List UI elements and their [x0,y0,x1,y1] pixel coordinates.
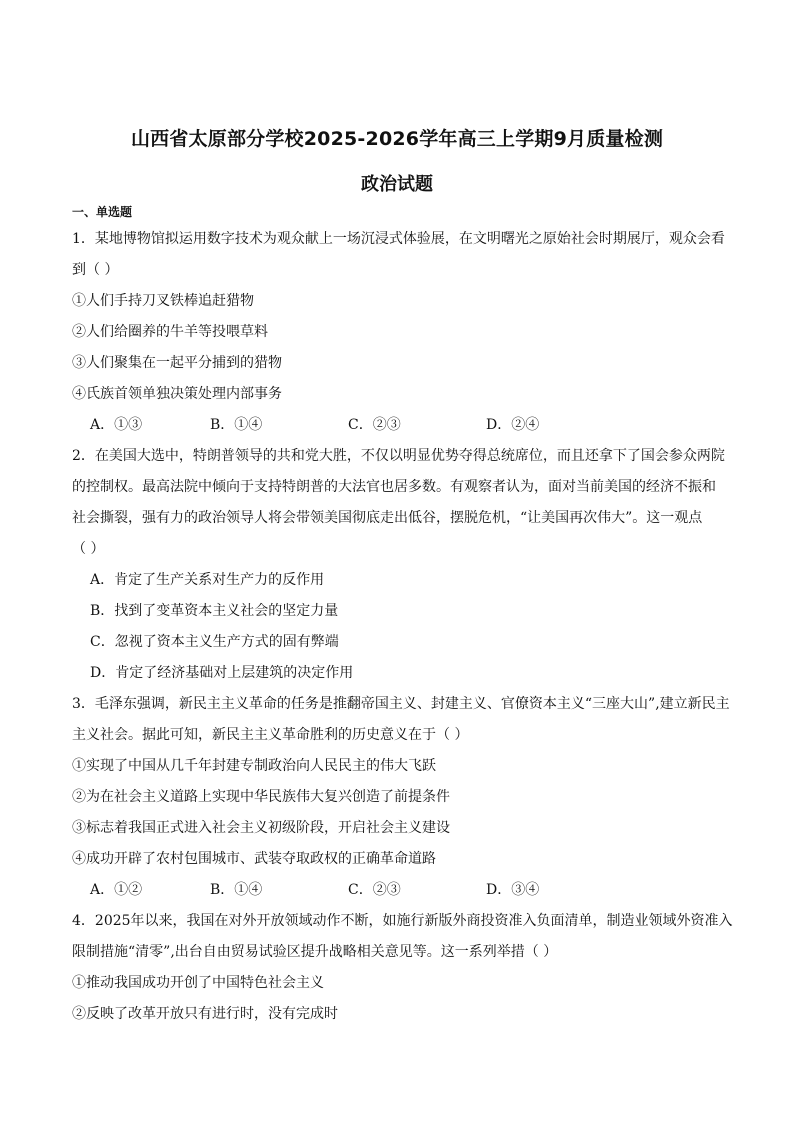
question-2-stem-line-4: （ ） [72,541,105,557]
question-3-item-2: ②为在社会主义道路上实现中华民族伟大复兴创造了前提条件 [72,789,450,805]
question-1-options [90,415,590,435]
question-2-option-b: B．找到了变革资本主义社会的坚定力量 [90,603,339,619]
question-3-options [90,880,590,900]
question-3-item-3: ③标志着我国正式进入社会主义初级阶段，开启社会主义建设 [72,820,450,836]
question-3-item-1: ①实现了中国从几千年封建专制政治向人民民主的伟大飞跃 [72,758,436,774]
question-1-stem-line-1: 1．某地博物馆拟运用数字技术为观众献上一场沉浸式体验展，在文明曙光之原始社会时期展厅，观众会看 [72,231,725,247]
question-1-option-c: C．②③ [348,417,401,433]
question-1-item-2: ②人们给圈养的牛羊等投喂草料 [72,324,268,340]
question-1-item-3: ③人们聚集在一起平分捕到的猎物 [72,355,282,371]
question-4-item-1: ①推动我国成功开创了中国特色社会主义 [72,975,324,991]
question-3-item-4: ④成功开辟了农村包围城市、武装夺取政权的正确革命道路 [72,851,436,867]
question-2-stem-line-3: 社会撕裂，强有力的政治领导人将会带领美国彻底走出低谷，摆脱危机，“让美国再次伟大”。这一观点 [72,510,703,526]
question-3-option-d: D．③④ [486,882,540,898]
question-2-stem-line-2: 的控制权。最高法院中倾向于支持特朗普的大法官也居多数。有观察者认为，面对当前美国的经济不振和 [72,479,716,495]
question-1-item-1: ①人们手持刀叉铁棒追赶猎物 [72,293,254,309]
question-3-stem-line-1: 3．毛泽东强调，新民主主义革命的任务是推翻帝国主义、封建主义、官僚资本主义“三座大山”,建立新民主 [72,696,730,712]
question-3-stem-line-2: 主义社会。据此可知，新民主主义革命胜利的历史意义在于（ ） [72,727,469,743]
question-2-option-a: A．肯定了生产关系对生产力的反作用 [90,572,325,588]
section-heading: 一、单选题 [72,205,133,219]
page-title: 山西省太原部分学校2025-2026学年高三上学期9月质量检测 [130,128,664,150]
question-1-option-b: B．①④ [210,417,263,433]
question-4-item-2: ②反映了改革开放只有进行时，没有完成时 [72,1006,338,1022]
question-3-option-c: C．②③ [348,882,401,898]
question-1-option-d: D．②④ [486,417,540,433]
question-2-stem-line-1: 2．在美国大选中，特朗普领导的共和党大胜，不仅以明显优势夺得总统席位，而且还拿下了国会参众两院 [72,448,725,464]
question-4-stem-line-1: 4．2025年以来，我国在对外开放领域动作不断，如施行新版外商投资准入负面清单，制造业领域外资准入 [72,913,733,929]
question-3-option-a: A．①② [90,882,143,898]
question-2-option-d: D．肯定了经济基础对上层建筑的决定作用 [90,665,354,681]
question-4-stem-line-2: 限制措施“清零”,出台自由贸易试验区提升战略相关意见等。这一系列举措（ ） [72,944,558,960]
question-2-option-c: C．忽视了资本主义生产方式的固有弊端 [90,634,339,650]
question-3-option-b: B．①④ [210,882,263,898]
question-1-option-a: A．①③ [90,417,143,433]
question-1-stem-line-2: 到（ ） [72,262,119,278]
page-subtitle: 政治试题 [361,174,433,195]
question-1-item-4: ④氏族首领单独决策处理内部事务 [72,386,282,402]
